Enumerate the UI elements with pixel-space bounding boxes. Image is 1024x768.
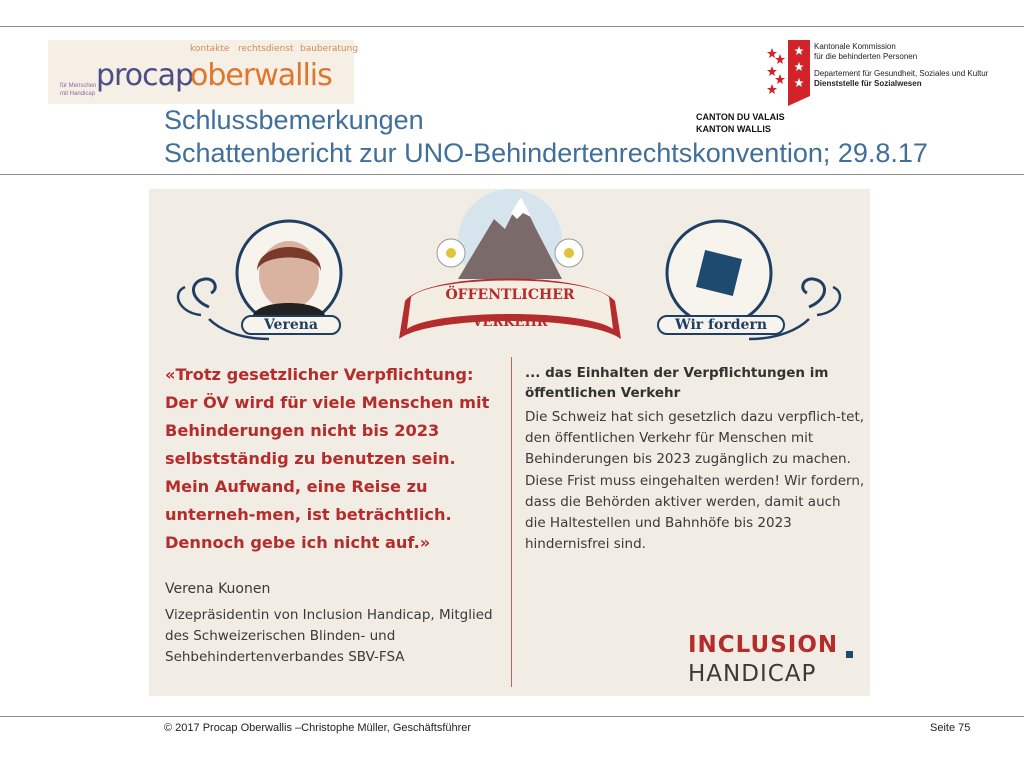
- top-rule: [0, 26, 1024, 27]
- footer-rule: [0, 716, 1024, 717]
- canton-name-fr: CANTON DU VALAIS: [696, 112, 785, 122]
- logo-name-procap: procap: [96, 58, 193, 93]
- brand-dot: [846, 651, 853, 658]
- logo-nav-kontakte: kontakte: [190, 44, 230, 54]
- logo-name-oberwallis: oberwallis: [190, 58, 332, 93]
- title-line-2: Schattenbericht zur UNO-Behindertenrechtskonvention; 29.8.17: [164, 138, 928, 168]
- verena-badge: Verena: [241, 315, 341, 335]
- brand-inclusion: INCLUSION: [688, 632, 839, 658]
- poster-image: [149, 189, 870, 696]
- quote-author: Verena Kuonen: [165, 581, 271, 597]
- canton-text-line1: Kantonale Kommission: [814, 42, 896, 51]
- banner-text-line2: VERKEHR: [472, 315, 548, 330]
- wir-fordern-badge: Wir fordern: [657, 315, 785, 335]
- canton-name-de: KANTON WALLIS: [696, 124, 771, 134]
- procap-logo: [48, 40, 359, 104]
- author-role: Vizepräsidentin von Inclusion Handicap, Mitglied des Schweizerischen Blinden- und Sehbehindertenverbandes SBV-FSA: [165, 607, 493, 665]
- canton-text-line4: Dienststelle für Sozialwesen: [814, 79, 922, 88]
- canton-text-line3: Departement für Gesundheit, Soziales und Kultur: [814, 69, 989, 78]
- logo-nav-bauberatung: bauberatung: [300, 44, 359, 54]
- banner-text-line1: ÖFFENTLICHER: [445, 287, 575, 303]
- column-divider: [511, 357, 512, 687]
- canton-text-line2: für die behinderten Personen: [814, 52, 918, 61]
- demand-body: Die Schweiz hat sich gesetzlich dazu verpflich-tet, den öffentlichen Verkehr für Menschen mit Behinderungen bis 2023 zugänglich zu machen. Diese Frist muss eingehalten werden! Wir fordern, dass die Behörden aktiver werden, damit auch die Haltestellen und Bahnhöfe bis 2023 hindernisfrei sind.: [525, 409, 865, 553]
- quote-text: «Trotz gesetzlicher Verpflichtung: Der ÖV wird für viele Menschen mit Behinderungen nicht bis 2023 selbstständig zu benutzen sein. Mein Aufwand, eine Reise zu unterneh-men, ist beträchtlich. Dennoch gebe ich nicht auf.»: [165, 365, 490, 552]
- logo-tagline: für Menschen mit Handicap: [60, 83, 97, 97]
- brand-handicap: HANDICAP: [688, 661, 817, 687]
- canton-flag-icon: [764, 40, 810, 106]
- title-line-1: Schlussbemerkungen: [164, 105, 424, 135]
- demand-heading: ... das Einhalten der Verpflichtungen im öffentlichen Verkehr: [525, 365, 829, 401]
- footer-page-number: Seite 75: [930, 722, 971, 734]
- footer-copyright: © 2017 Procap Oberwallis –Christophe Müller, Geschäftsführer: [164, 722, 472, 734]
- header-rule: [0, 174, 1024, 175]
- canton-logo: [696, 40, 1000, 136]
- logo-nav-rechtsdienst: rechtsdienst: [238, 44, 294, 54]
